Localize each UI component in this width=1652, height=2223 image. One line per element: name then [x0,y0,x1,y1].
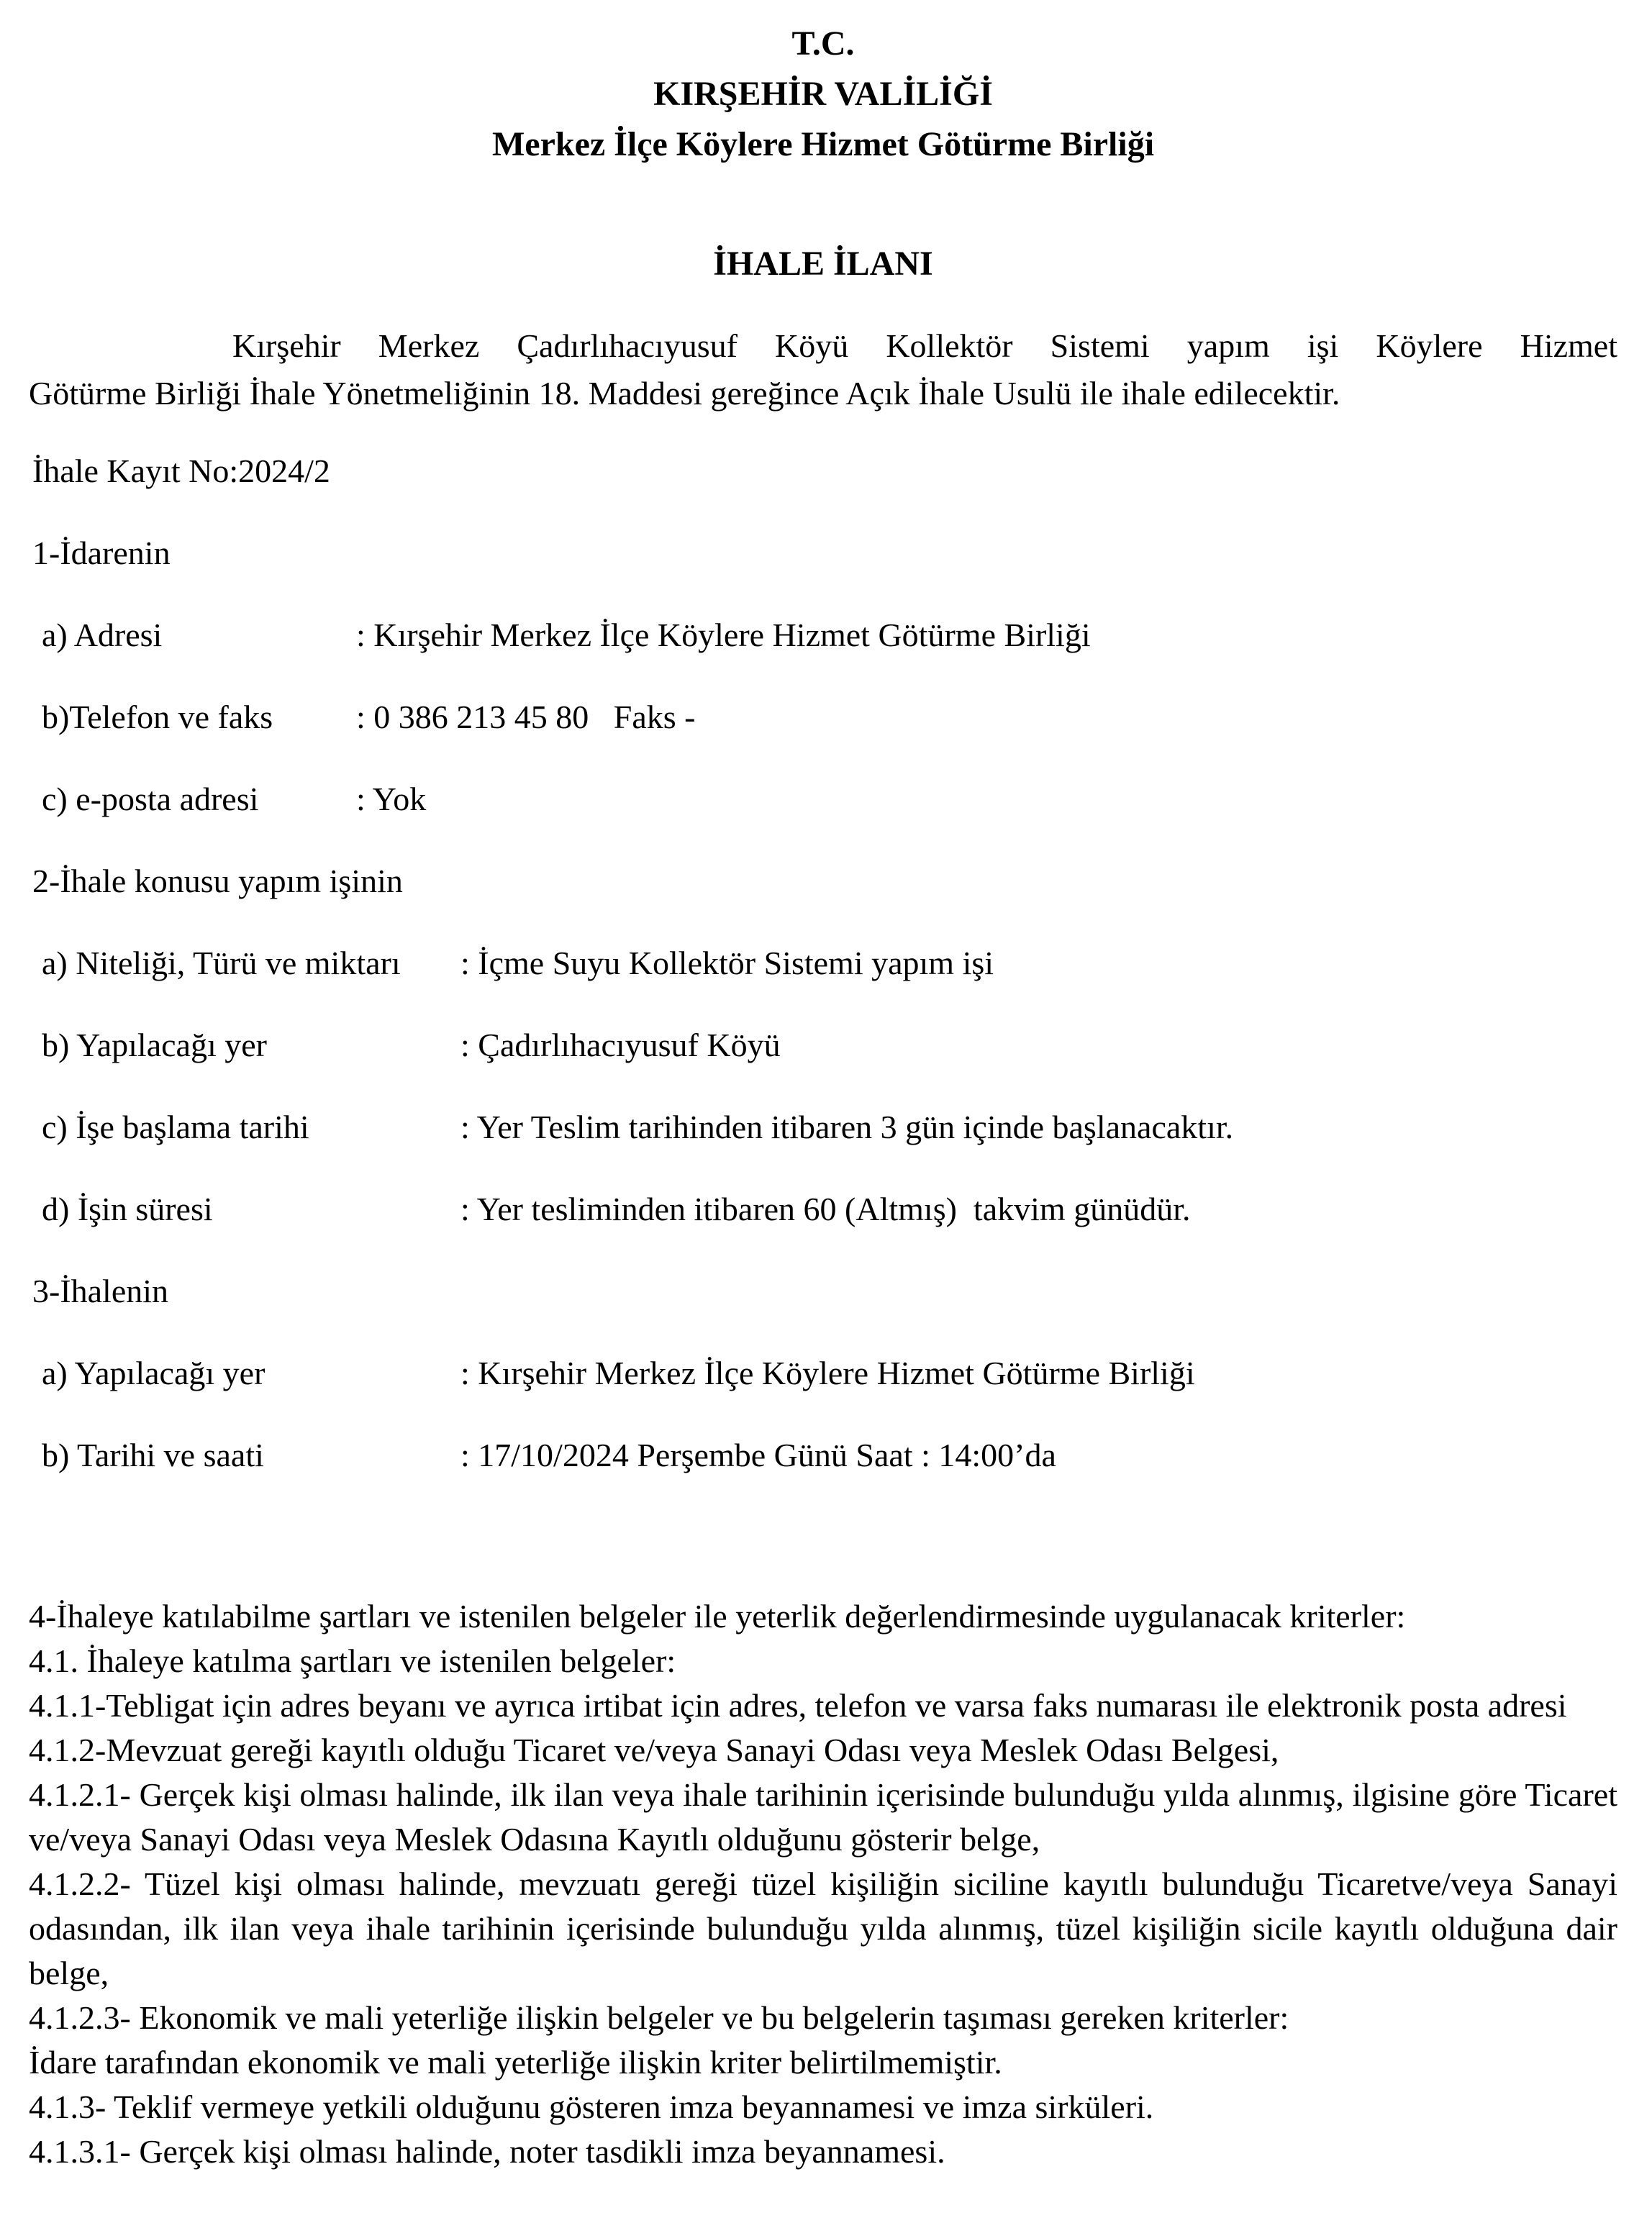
registration-number: İhale Kayıt No:2024/2 [32,453,330,489]
requirement-4-1: 4.1. İhaleye katılma şartları ve istenilen belgeler: [29,1642,676,1679]
row-work-duration-label: d) İşin süresi [42,1191,213,1227]
document-header [29,19,1617,170]
section-1-heading: 1-İdarenin [32,535,171,571]
requirement-4-1-3: 4.1.3- Teklif vermeye yetkili olduğunu gösteren imza beyannamesi ve imza sirküleri. [29,2088,1154,2125]
row-address-value: : Kırşehir Merkez İlçe Köylere Hizmet Götürme Birliği [356,617,1091,653]
row-start-date-label: c) İşe başlama tarihi [42,1109,309,1145]
header-republic-line: T.C. [791,24,855,63]
requirement-4-1-2-3: 4.1.2.3- Ekonomik ve mali yeterliğe ilişkin belgeler ve bu belgelerin taşıması gereken kriterler: [29,1999,1289,2036]
row-phone-fax-value: : 0 386 213 45 80 Faks - [356,699,696,735]
row-work-location-label: b) Yapılacağı yer [42,1027,267,1063]
row-email-value: : Yok [356,781,427,817]
row-nature-type-quantity-value: : İçme Suyu Kollektör Sistemi yapım işi [460,945,994,981]
row-tender-datetime-label: b) Tarihi ve saati [42,1437,264,1473]
row-email-label: c) e-posta adresi [42,781,259,817]
document-title: İHALE İLANI [713,245,933,283]
row-phone-fax [29,694,1617,741]
row-start-date-value: : Yer Teslim tarihinden itibaren 3 gün içinde başlanacaktır. [460,1109,1234,1145]
header-union-line: Merkez İlçe Köylere Hizmet Götürme Birliği [491,125,1155,163]
row-tender-datetime [29,1432,1617,1479]
row-phone-fax-label: b)Telefon ve faks [42,699,273,735]
row-tender-location [29,1350,1617,1397]
row-work-duration-value: : Yer tesliminden itibaren 60 (Altmış) takvim günüdür. [460,1191,1191,1227]
requirement-4-1-3-1: 4.1.3.1- Gerçek kişi olması halinde, noter tasdikli imza beyannamesi. [29,2133,945,2170]
row-tender-location-label: a) Yapılacağı yer [42,1355,266,1391]
requirement-no-criteria-note: İdare tarafından ekonomik ve mali yeterliğe ilişkin kriter belirtilmemiştir. [29,2044,1002,2081]
row-address-label: a) Adresi [42,617,163,653]
requirement-4-1-2-2: 4.1.2.2- Tüzel kişi olması halinde, mevzuatı gereği tüzel kişiliğin siciline kayıtlı bulunduğu Ticaretve/veya Sanayi odasından, ilk ilan veya ihale tarihinin içerisinde bulunduğu yılda alınmış, tüzel kişiliğin sicile kayıtlı olduğuna dair belge, [29,1865,1626,1991]
row-tender-datetime-value: : 17/10/2024 Perşembe Günü Saat : 14:00’da [460,1437,1056,1473]
row-work-location [29,1022,1617,1069]
row-start-date [29,1104,1617,1151]
section-2-heading: 2-İhale konusu yapım işinin [32,863,403,899]
requirements-section [29,1594,1626,2174]
section-3-heading: 3-İhalenin [32,1273,169,1309]
row-address [29,612,1617,659]
row-email [29,776,1617,823]
row-work-duration [29,1186,1617,1233]
row-nature-type-quantity [29,940,1617,987]
requirement-4-1-2: 4.1.2-Mevzuat gereği kayıtlı olduğu Ticaret ve/veya Sanayi Odası veya Meslek Odası Belgesi, [29,1732,1279,1768]
requirement-4-1-2-1: 4.1.2.1- Gerçek kişi olması halinde, ilk ilan veya ihale tarihinin içerisinde bulunduğu yılda alınmış, ilgisine göre Ticaret ve/veya Sanayi Odası veya Meslek Odasına Kayıtlı olduğunu gösterir belge, [29,1776,1626,1858]
requirement-4-1-1: 4.1.1-Tebligat için adres beyanı ve ayrıca irtibat için adres, telefon ve varsa faks numarası ile elektronik posta adresi [29,1687,1567,1724]
row-tender-location-value: : Kırşehir Merkez İlçe Köylere Hizmet Götürme Birliği [460,1355,1195,1391]
header-governorship-line: KIRŞEHİR VALİLİĞİ [653,75,993,113]
row-work-location-value: : Çadırlıhacıyusuf Köyü [460,1027,781,1063]
intro-paragraph [29,322,1617,417]
intro-line-1: Kırşehir Merkez Çadırlıhacıyusuf Köyü Kollektör Sistemi yapım işi Köylere Hizmet [232,327,1617,364]
requirement-criteria-heading: 4-İhaleye katılabilme şartları ve istenilen belgeler ile yeterlik değerlendirmesinde uygulanacak kriterler: [29,1598,1406,1635]
row-nature-type-quantity-label: a) Niteliği, Türü ve miktarı [42,945,401,981]
intro-line-2: Götürme Birliği İhale Yönetmeliğinin 18. Maddesi gereğince Açık İhale Usulü ile ihale edilecektir. [29,375,1340,412]
